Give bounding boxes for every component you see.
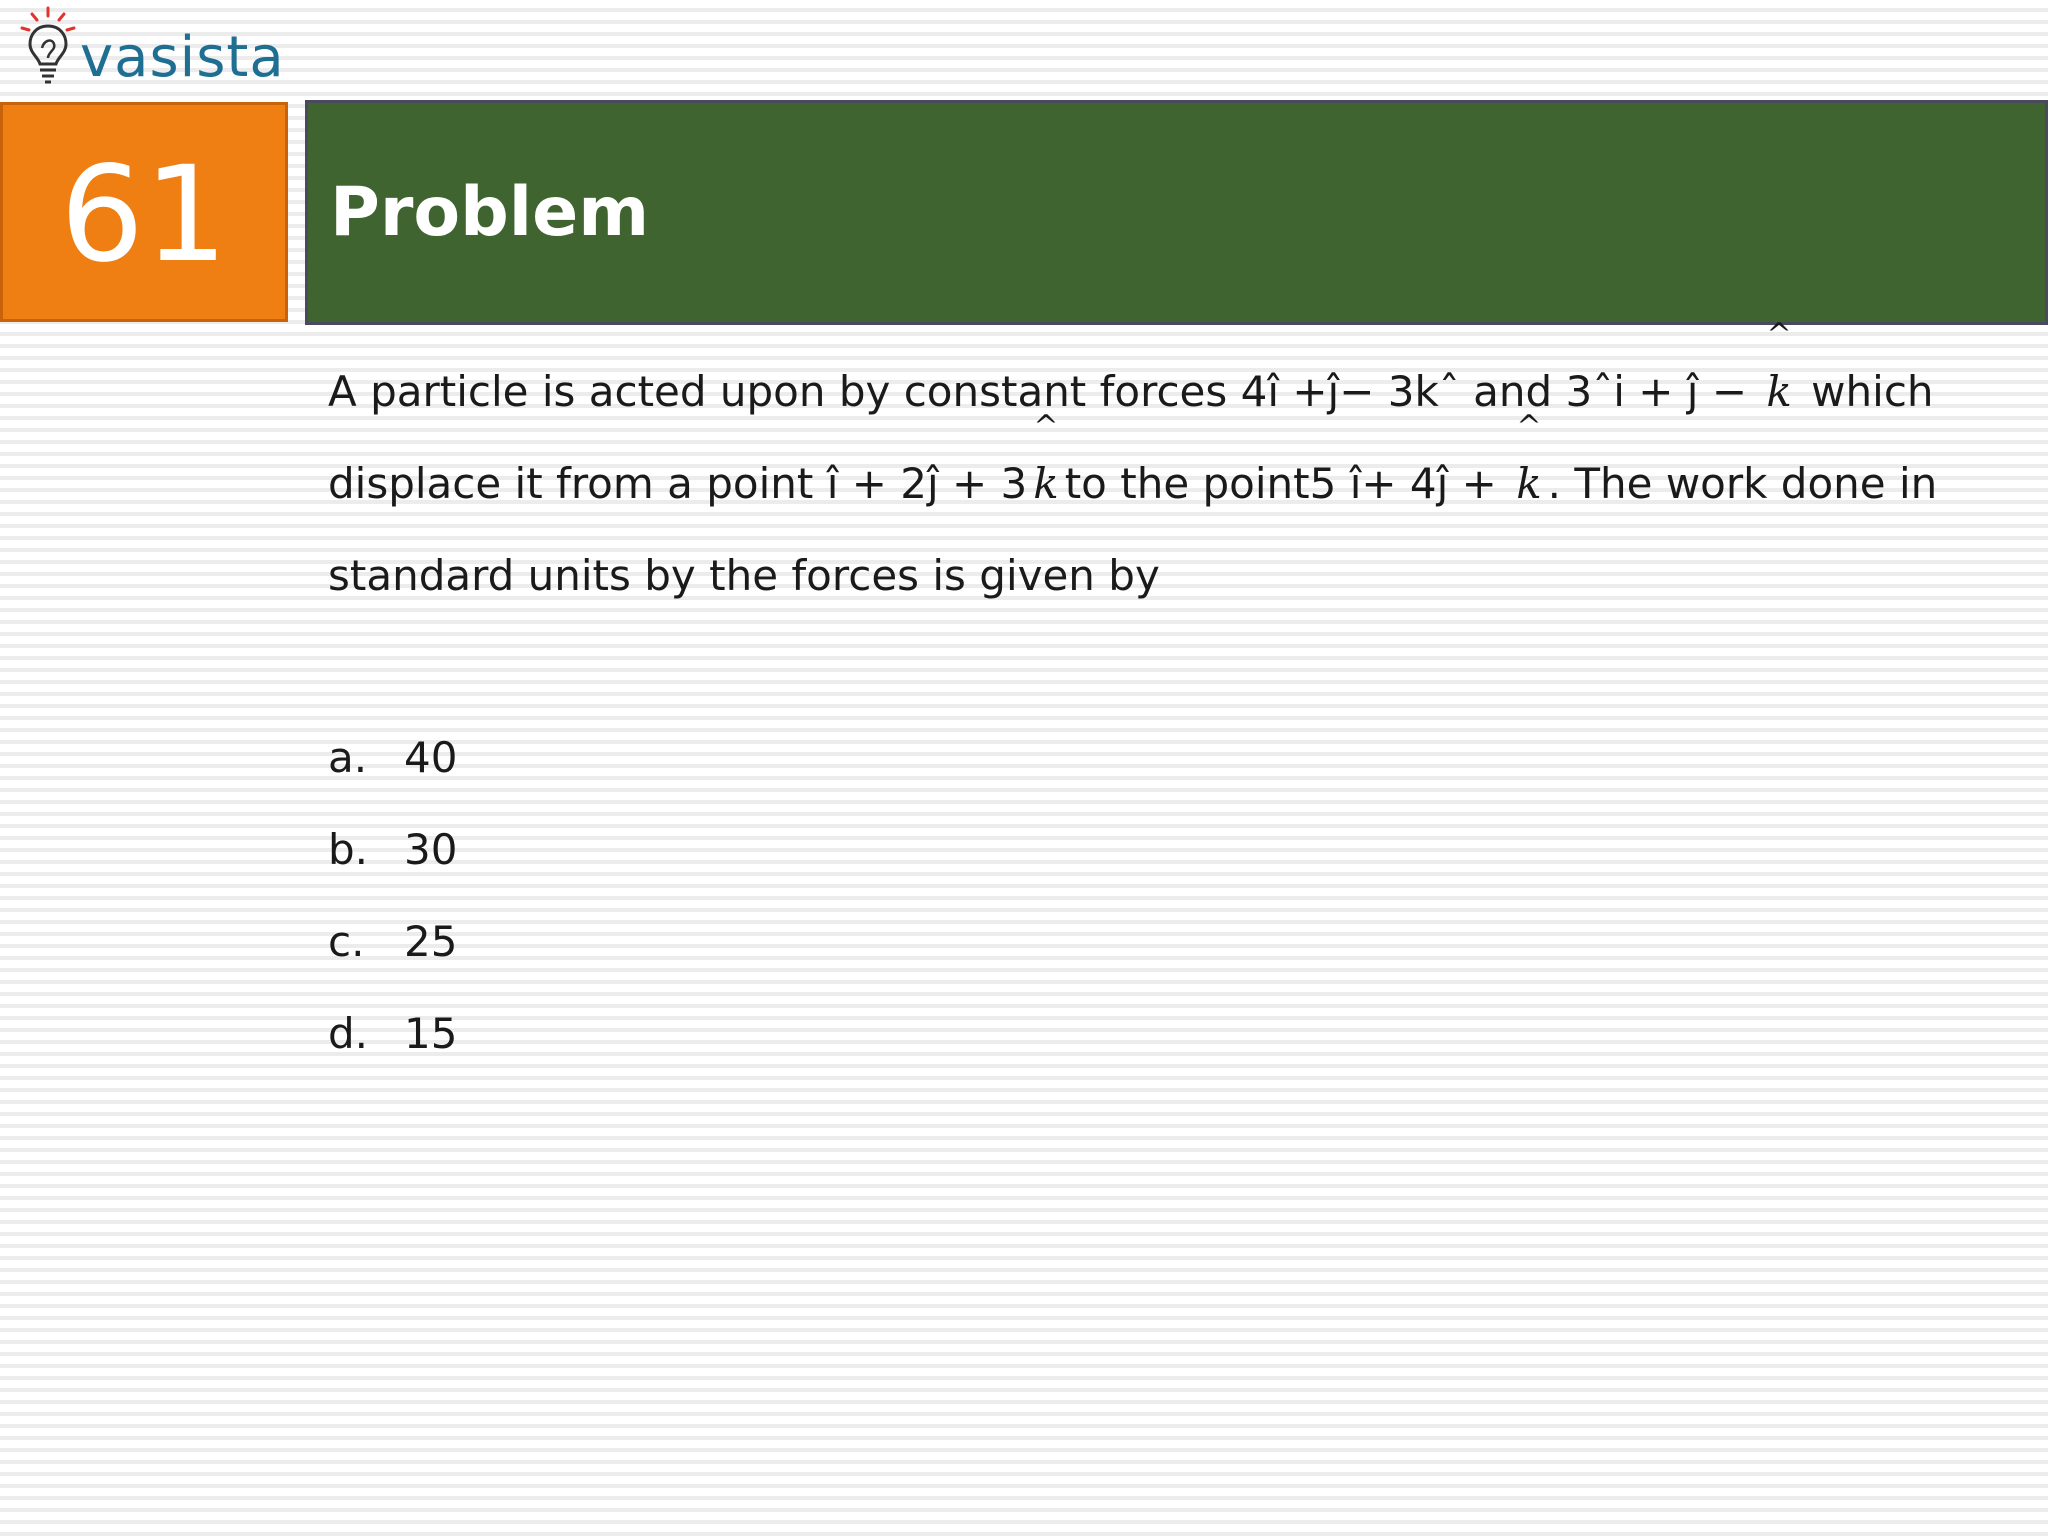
logo-text: vasista	[80, 25, 285, 90]
hat-accent: ^	[1516, 409, 1542, 444]
k-letter: k	[1033, 459, 1059, 508]
hat-accent: ^	[1766, 317, 1792, 352]
question-line-1-part-a: A particle is acted upon by constant forces 4î +ĵ− 3kˆ and 3ˆi + ĵ −	[328, 367, 1761, 416]
k-letter: k	[1516, 459, 1542, 508]
option-letter: b.	[328, 825, 369, 874]
question-line-2-part-c: . The work done in	[1547, 459, 1938, 508]
lightbulb-icon	[18, 4, 78, 96]
answer-options	[328, 712, 457, 1080]
question-line-2-part-a: displace it from a point î + 2ĵ + 3	[328, 459, 1028, 508]
question-line-3: standard units by the forces is given by	[328, 551, 1160, 600]
vasista-logo	[18, 4, 288, 100]
slide-number-box	[0, 102, 288, 322]
question-text	[328, 317, 2008, 622]
question-line-2	[328, 409, 2008, 530]
option-c	[328, 896, 457, 988]
question-line-1	[328, 317, 2008, 438]
option-letter: a.	[328, 733, 368, 782]
option-value: 40	[404, 733, 458, 782]
title-bar	[305, 100, 2048, 325]
option-a	[328, 712, 457, 804]
slide-title: Problem	[330, 172, 650, 252]
question-line-2-part-b: to the point5 î+ 4ĵ +	[1064, 459, 1511, 508]
k-letter: k	[1766, 367, 1792, 416]
option-value: 25	[404, 917, 458, 966]
option-b	[328, 804, 457, 896]
option-value: 15	[404, 1009, 458, 1058]
option-d	[328, 988, 457, 1080]
k-hat-symbol	[1510, 409, 1547, 530]
hat-accent: ^	[1033, 409, 1059, 444]
option-letter: d.	[328, 1009, 369, 1058]
option-value: 30	[404, 825, 458, 874]
k-hat-symbol	[1027, 409, 1064, 530]
k-hat-symbol	[1760, 317, 1797, 438]
slide-number: 61	[60, 138, 228, 292]
question-line-1-part-b: which	[1797, 367, 1934, 416]
option-letter: c.	[328, 917, 365, 966]
